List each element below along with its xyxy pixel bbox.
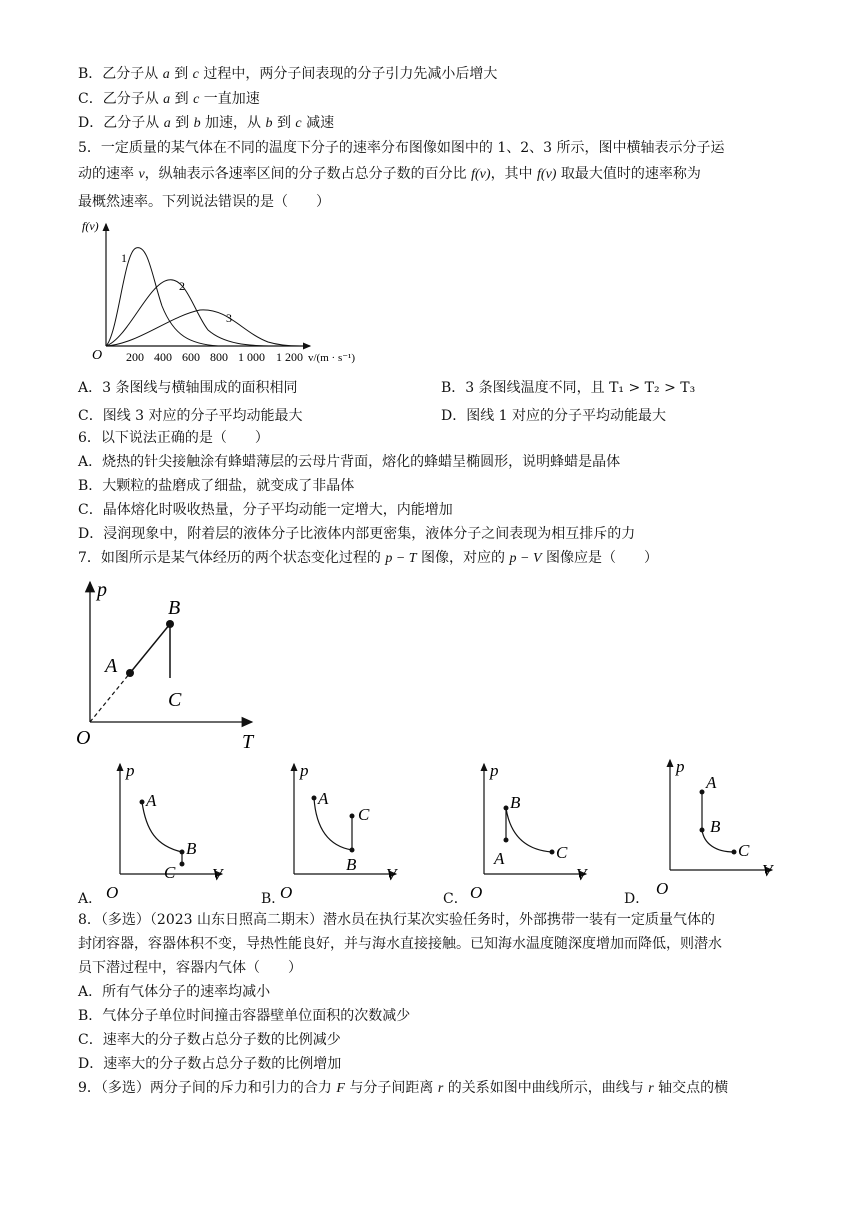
- q5-option-b: B．3 条图线温度不同，且 T₁ > T₂ > T₃: [441, 380, 696, 396]
- pt-t-label: T: [242, 731, 254, 753]
- q8-option-c: C．速率大的分子数占总分子数的比例减少: [78, 1032, 341, 1048]
- svg-text:C: C: [358, 805, 370, 824]
- q7-choice-c-letter: C．: [443, 891, 468, 907]
- q5-stem-line2: 动的速率 v，纵轴表示各速率区间的分子数占总分子数的百分比 f(v)，其中 f(v) 取最大值时的速率称为: [78, 166, 701, 182]
- svg-text:B: B: [510, 793, 521, 812]
- q6-option-a: A．烧热的针尖接触涂有蜂蜡薄层的云母片背面，熔化的蜂蜡呈椭圆形，说明蜂蜡是晶体: [78, 454, 621, 470]
- q8-stem-line1: 8．（多选）（2023 山东日照高二期末）潜水员在执行某次实验任务时，外部携带一装有一定质量气体的: [78, 912, 715, 928]
- choice-b-o: O: [280, 883, 293, 902]
- q7-choice-d-diagram: [654, 752, 784, 902]
- svg-text:A: A: [146, 791, 157, 810]
- x-axis-label: v/(m · s⁻¹): [308, 352, 355, 364]
- q6-stem: 6．以下说法正确的是（ ）: [78, 430, 269, 446]
- pt-line-ab: [130, 624, 170, 673]
- curve-1-label: 1: [121, 251, 127, 265]
- pt-label-b: B: [168, 597, 181, 619]
- q7-choice-c-diagram: [468, 756, 598, 906]
- choice-b-v: V: [386, 865, 397, 884]
- q8-option-d: D．速率大的分子数占总分子数的比例增加: [78, 1056, 342, 1072]
- q5-option-c: C．图线 3 对应的分子平均动能最大: [78, 408, 303, 424]
- q6-option-d: D．浸润现象中，附着层的液体分子比液体内部更密集，液体分子之间表现为相互排斥的力: [78, 526, 636, 542]
- choice-c-p: p: [490, 761, 499, 780]
- pt-p-label: p: [97, 579, 107, 601]
- q6-option-b: B．大颗粒的盐磨成了细盐，就变成了非晶体: [78, 478, 355, 494]
- q4-option-d: D．乙分子从 a 到 b 加速，从 b 到 c 减速: [78, 115, 335, 131]
- tick-600: 600: [182, 350, 200, 364]
- pt-point-a: [126, 669, 134, 677]
- q7-choice-d-letter: D．: [624, 891, 650, 907]
- svg-text:C: C: [164, 863, 176, 882]
- svg-text:B: B: [186, 839, 197, 858]
- q7-choice-a-letter: A．: [78, 891, 103, 907]
- choice-a-p: p: [126, 761, 135, 780]
- tick-1000: 1 000: [238, 350, 265, 364]
- q7-choice-b-diagram: [278, 756, 408, 906]
- svg-text:A: A: [706, 773, 717, 792]
- svg-text:C: C: [556, 843, 568, 862]
- origin-label: O: [92, 348, 103, 363]
- q5-stem-line3: 最概然速率。下列说法错误的是（ ）: [78, 194, 330, 210]
- velocity-distribution-figure: [78, 216, 378, 368]
- choice-c-o: O: [470, 883, 483, 902]
- pt-point-b: [166, 620, 174, 628]
- q8-stem-line3: 员下潜过程中，容器内气体（ ）: [78, 960, 302, 976]
- q6-option-c: C．晶体熔化时吸收热量，分子平均动能一定增大，内能增加: [78, 502, 453, 518]
- tick-200: 200: [126, 350, 144, 364]
- q7-choice-b-letter: B．: [261, 891, 286, 907]
- q9-stem-line1: 9．（多选）两分子间的斥力和引力的合力 F 与分子间距离 r 的关系如图中曲线所示，曲线与 r 轴交点的横: [78, 1080, 729, 1096]
- q7-stem: 7．如图所示是某气体经历的两个状态变化过程的 p − T 图像，对应的 p − V 图像应是（ ）: [78, 550, 658, 566]
- choice-b-p: p: [300, 761, 309, 780]
- pt-diagram: [70, 574, 270, 754]
- choice-a-v: V: [212, 865, 223, 884]
- svg-text:C: C: [738, 841, 750, 860]
- svg-text:A: A: [318, 789, 329, 808]
- svg-text:B: B: [710, 817, 721, 836]
- choice-d-p: p: [676, 757, 685, 776]
- curve-3-label: 3: [226, 311, 232, 325]
- tick-800: 800: [210, 350, 228, 364]
- q5-option-a: A．3 条图线与横轴围成的面积相同: [78, 380, 298, 396]
- q8-stem-line2: 封闭容器，容器体积不变，导热性能良好，并与海水直接接触。已知海水温度随深度增加而降低，则潜水: [78, 936, 722, 952]
- q7-choice-a-diagram: [104, 756, 234, 906]
- q4-option-c: C．乙分子从 a 到 c 一直加速: [78, 91, 260, 107]
- tick-400: 400: [154, 350, 172, 364]
- pt-label-c: C: [168, 689, 182, 711]
- svg-text:B: B: [346, 855, 357, 874]
- pt-label-a: A: [105, 655, 118, 677]
- q4-option-b: B．乙分子从 a 到 c 过程中，两分子间表现的分子引力先减小后增大: [78, 66, 498, 82]
- choice-a-o: O: [106, 883, 119, 902]
- q5-stem-line1: 5．一定质量的某气体在不同的温度下分子的速率分布图像如图中的 1、2、3 所示，图中横轴表示分子运: [78, 140, 725, 156]
- q5-option-d: D．图线 1 对应的分子平均动能最大: [441, 408, 667, 424]
- choice-d-v: V: [762, 861, 773, 880]
- tick-1200: 1 200: [276, 350, 303, 364]
- pt-dashed-extension: [90, 673, 130, 722]
- q8-option-a: A．所有气体分子的速率均减小: [78, 984, 271, 1000]
- choice-d-o: O: [656, 879, 669, 898]
- choice-c-v: V: [576, 865, 587, 884]
- y-axis-label: f(v): [82, 219, 99, 233]
- svg-text:A: A: [494, 849, 505, 868]
- curve-2-label: 2: [179, 279, 185, 293]
- pt-origin-label: O: [76, 727, 91, 749]
- q8-option-b: B．气体分子单位时间撞击容器壁单位面积的次数减少: [78, 1008, 411, 1024]
